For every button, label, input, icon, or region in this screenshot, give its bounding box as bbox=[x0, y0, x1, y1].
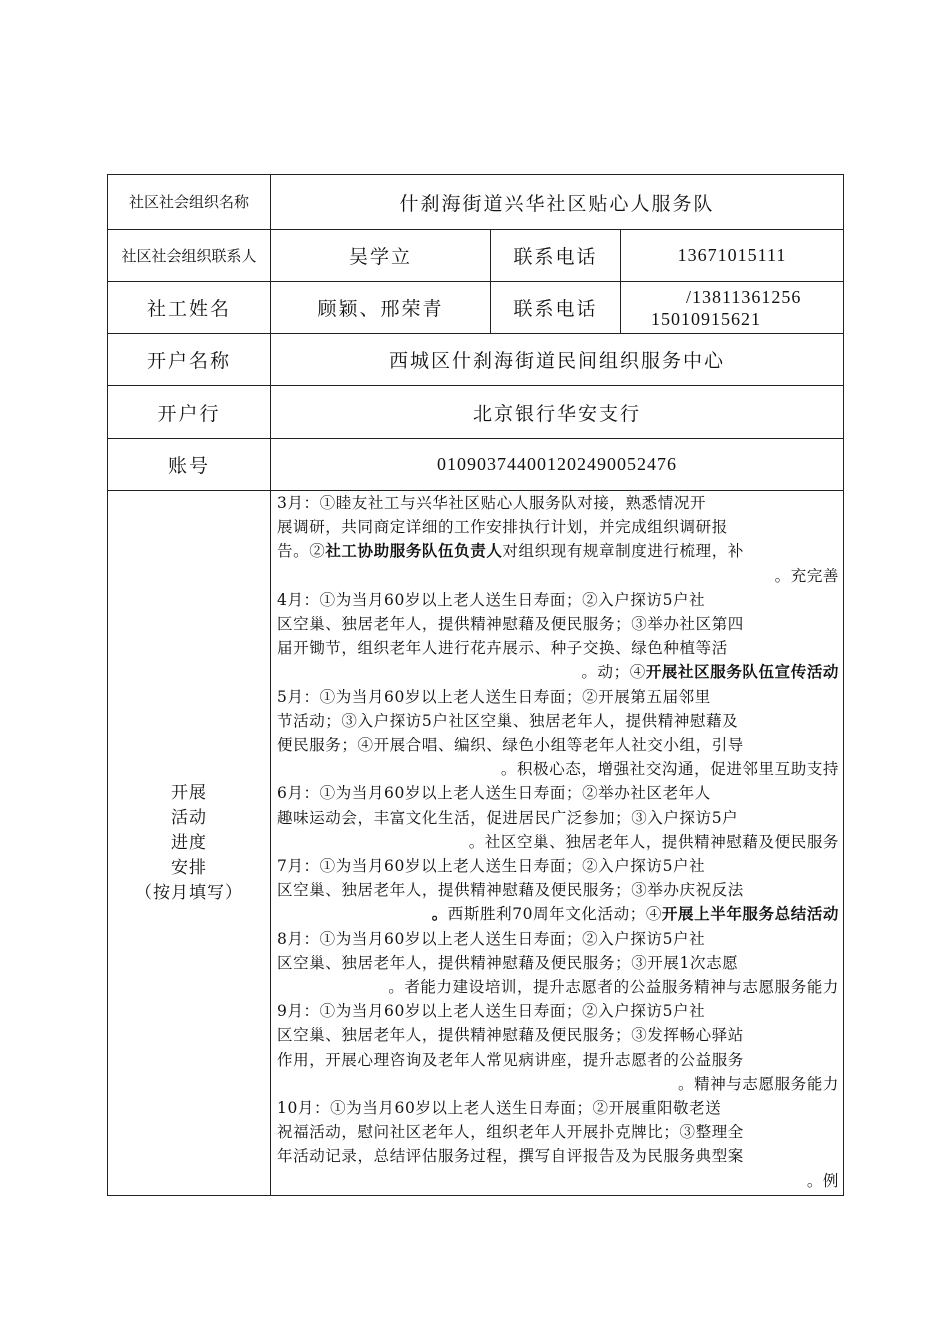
schedule-label-line-1: 开展 bbox=[171, 782, 207, 803]
jul-line-1: 7月：①为当月60岁以上老人送生日寿面；②入户探访5户社 bbox=[277, 857, 706, 876]
org-name-label: 社区社会组织名称 bbox=[108, 175, 271, 230]
row-bank bbox=[108, 386, 844, 439]
oct-line-3: 年活动记录，总结评估服务过程，撰写自评报告及为民服务典型案 bbox=[277, 1147, 744, 1166]
sw-phone-label: 联系电话 bbox=[491, 282, 621, 334]
sw-phone-1: /13811361256 bbox=[686, 286, 802, 307]
schedule-label-line-4: 安排 bbox=[171, 857, 207, 878]
bold-text: 社工协助服务队伍负责人 bbox=[325, 542, 503, 561]
org-name-value: 什刹海街道兴华社区贴心人服务队 bbox=[271, 175, 844, 230]
sw-phones bbox=[621, 282, 844, 334]
contact-phone-label: 联系电话 bbox=[491, 230, 621, 282]
jun-line-1: 6月：①为当月60岁以上老人送生日寿面；②举办社区老年人 bbox=[277, 784, 711, 803]
bank-name: 北京银行华安支行 bbox=[271, 386, 844, 439]
apr-line-3: 届开锄节，组织老年人进行花卉展示、种子交换、绿色种植等活 bbox=[277, 639, 728, 658]
social-worker-label: 社工姓名 bbox=[108, 282, 271, 334]
mar-line-4: 。充完善 bbox=[774, 566, 840, 585]
bank-label: 开户行 bbox=[108, 386, 271, 439]
aug-line-2: 区空巢、独居老年人，提供精神慰藉及便民服务；③开展1次志愿 bbox=[277, 953, 739, 972]
sep-line-2: 区空巢、独居老年人，提供精神慰藉及便民服务；③发挥畅心驿站 bbox=[277, 1026, 744, 1045]
schedule-label-line-2: 活动 bbox=[171, 807, 207, 828]
sep-line-1: 9月：①为当月60岁以上老人送生日寿面；②入户探访5户社 bbox=[277, 1002, 706, 1021]
sep-line-3: 作用，开展心理咨询及老年人常见病讲座，提升志愿者的公益服务 bbox=[277, 1050, 744, 1069]
aug-line-1: 8月：①为当月60岁以上老人送生日寿面；②入户探访5户社 bbox=[277, 929, 706, 948]
account-name-label: 开户名称 bbox=[108, 334, 271, 386]
mar-line-2: 展调研，共同商定详细的工作安排执行计划，并完成组织调研报 bbox=[277, 518, 728, 537]
account-no-label: 账号 bbox=[108, 439, 271, 491]
oct-line-1: 10月：①为当月60岁以上老人送生日寿面；②开展重阳敬老送 bbox=[277, 1099, 722, 1118]
oct-line-2: 祝福活动，慰问社区老年人，组织老年人开展扑克牌比；③整理全 bbox=[277, 1123, 744, 1142]
may-line-4: 。积极心态，增强社交沟通，促进邻里互助支持 bbox=[500, 760, 840, 779]
account-name: 西城区什刹海街道民间组织服务中心 bbox=[271, 334, 844, 386]
jun-line-3: 。社区空巢、独居老年人，提供精神慰藉及便民服务 bbox=[468, 832, 840, 851]
sw-phone-2: 15010915621 bbox=[651, 308, 761, 329]
row-account-no bbox=[108, 439, 844, 491]
contact-label: 社区社会组织联系人 bbox=[108, 230, 271, 282]
may-line-3: 便民服务；④开展合唱、编织、绿色小组等老年人社交小组，引导 bbox=[277, 736, 744, 755]
apr-line-2: 区空巢、独居老年人，提供精神慰藉及便民服务；③举办社区第四 bbox=[277, 615, 744, 634]
org-info-table bbox=[107, 174, 844, 1196]
row-social-worker bbox=[108, 282, 844, 334]
may-line-1: 5月：①为当月60岁以上老人送生日寿面；②开展第五届邻里 bbox=[277, 687, 711, 706]
schedule-label bbox=[108, 491, 271, 1196]
schedule-content bbox=[271, 491, 844, 1196]
contact-phone: 13671015111 bbox=[621, 230, 844, 282]
row-org-name bbox=[108, 175, 844, 230]
bold-text: 开展社区服务队伍宣传活动 bbox=[645, 663, 840, 682]
mar-line-1: 3月：①睦友社工与兴华社区贴心人服务队对接，熟悉情况开 bbox=[277, 494, 707, 512]
row-schedule bbox=[108, 491, 844, 1196]
apr-line-1: 4月：①为当月60岁以上老人送生日寿面；②入户探访5户社 bbox=[277, 590, 706, 609]
row-contact bbox=[108, 230, 844, 282]
row-account-name bbox=[108, 334, 844, 386]
mar-line-3: 告。②社工协助服务队伍负责人对组织现有规章制度进行梳理，补 bbox=[277, 542, 744, 561]
sep-line-4: 。精神与志愿服务能力 bbox=[678, 1074, 840, 1093]
apr-line-4: 。动；④开展社区服务队伍宣传活动 bbox=[581, 663, 840, 682]
schedule-label-line-3: 进度 bbox=[171, 832, 207, 853]
jul-line-3: 。西斯胜利70周年文化活动；④开展上半年服务总结活动 bbox=[431, 905, 840, 924]
bold-text: 开展上半年服务总结活动 bbox=[661, 905, 840, 924]
jun-line-2: 趣味运动会，丰富文化生活，促进居民广泛参加；③入户探访5户 bbox=[277, 808, 739, 827]
schedule-label-line-5: （按月填写） bbox=[135, 882, 243, 903]
contact-name: 吴学立 bbox=[271, 230, 491, 282]
aug-line-3: 。者能力建设培训，提升志愿者的公益服务精神与志愿服务能力 bbox=[388, 978, 840, 997]
may-line-2: 节活动；③入户探访5户社区空巢、独居老年人，提供精神慰藉及 bbox=[277, 711, 739, 730]
jul-line-2: 区空巢、独居老年人，提供精神慰藉及便民服务；③举办庆祝反法 bbox=[277, 881, 744, 900]
oct-line-4: 。例 bbox=[806, 1171, 840, 1190]
social-worker-names: 顾颖、邢荣青 bbox=[271, 282, 491, 334]
account-no: 01090374400120249005247​6 bbox=[271, 439, 844, 491]
